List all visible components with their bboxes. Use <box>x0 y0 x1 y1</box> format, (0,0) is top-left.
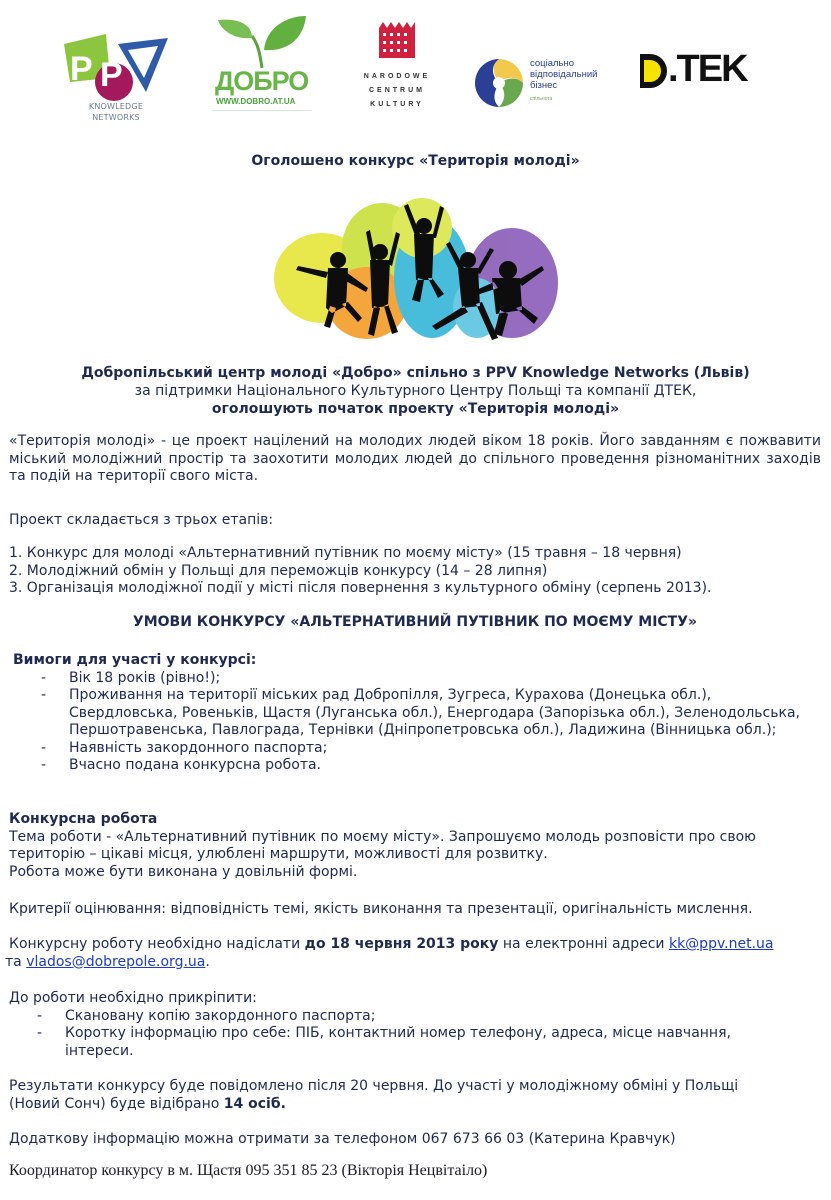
swirl-icon <box>472 56 526 110</box>
dtek-logo <box>638 48 758 94</box>
dtek-word: .TEK <box>668 48 747 90</box>
ppv-logo <box>62 30 172 120</box>
announce-line: оголошують початок проекту «Територія молоді» <box>211 401 620 417</box>
contest-work-format: Робота може бути виконана у довільній формі. <box>9 863 358 880</box>
nck-line3: KULTURY <box>370 101 424 108</box>
ppv-line2: NETWORKS <box>92 113 140 122</box>
email-link-ppv[interactable]: kk@ppv.net.ua <box>668 936 774 952</box>
attach-title: До роботи необхідно прикріпити: <box>9 990 257 1006</box>
results-count: 14 осіб. <box>223 1095 286 1112</box>
stages-intro: Проект складається з трьох етапів: <box>9 512 274 528</box>
stages-list <box>9 545 821 598</box>
coordinator-info: Координатор конкурсу в м. Щастя 095 351 85 23 (Вікторія Нецвітаіло) <box>9 1162 488 1179</box>
requirement-item: - Проживання на території міських рад Добропілля, Зугреса, Курахова (Донецька обл.), Свердловська, Ровеньків, Щастя (Луганська обл.), Енергодара (Запорізька обл.), Зеленодольська, Першотравенська, Павлограда, Тернівки (Дніпропетровська обл.), Ладижина (Вінницька обл.); <box>13 687 825 740</box>
requirement-item: - Наявність закордонного паспорта; <box>13 740 825 758</box>
intro-paragraph: «Територія молоді» - це проект націлений на молодих людей віком 18 років. Його завданням є пожвавити міський молодіжний простір та заохотити молодих людей до спільного проведення різноманітних заходів та подій на території свого міста. <box>9 433 821 484</box>
requirements-list <box>13 670 825 775</box>
requirement-item: - Вік 18 років (рівно!); <box>13 670 825 688</box>
submit-text: та <box>5 953 27 970</box>
nck-line2: CENTRUM <box>369 87 425 94</box>
svg-text:P: P <box>100 56 123 94</box>
dobro-logo <box>212 14 312 114</box>
contest-work-title: Конкурсна робота <box>9 811 158 827</box>
requirements-section <box>13 652 825 775</box>
dobro-word: ДОБРО <box>215 66 309 96</box>
requirements-title: Вимоги для участі у конкурсі: <box>13 652 257 668</box>
sponsor-logos <box>0 0 831 130</box>
attach-item: - Скановану копію закордонного паспорта; <box>9 1008 821 1026</box>
nck-line1: NARODOWE <box>363 73 431 80</box>
contact-info: Додаткову інформацію можна отримати за телефоном 067 673 66 03 (Катерина Кравчук) <box>9 1131 676 1147</box>
social-business-logo <box>472 56 632 112</box>
svb-sub: спільнота <box>530 96 553 102</box>
leaf-icon <box>212 14 312 70</box>
organizers-block <box>0 364 831 418</box>
stage-item: 2. Молодіжний обмін у Польщі для переможців конкурсу (14 – 28 липня) <box>9 562 548 579</box>
submit-paragraph <box>5 936 821 971</box>
requirement-item: - Вчасно подана конкурсна робота. <box>13 757 825 775</box>
criteria-text: Критерії оцінювання: відповідність темі, якість виконання та презентації, оригінальність мислення. <box>9 901 753 917</box>
svb-line1: соціально <box>530 58 574 69</box>
jumping-youth-illustration <box>272 188 558 344</box>
stage-item: 3. Організація молодіжної події у місті після повернення з культурного обміну (серпень 2013). <box>9 580 712 596</box>
support-line: за підтримки Національного Культурного Центру Польщі та компанії ДТЕК, <box>134 383 697 399</box>
conditions-title: УМОВИ КОНКУРСУ «АЛЬТЕРНАТИВНИЙ ПУТІВНИК ПО МОЄМУ МІСТУ» <box>132 614 698 630</box>
results-paragraph <box>9 1078 821 1113</box>
page-title: Оголошено конкурс «Територія молоді» <box>251 153 580 169</box>
dobro-underline <box>212 110 312 111</box>
contest-work-topic: Тема роботи - «Альтернативний путівник по моєму місту». Запрошуємо молодь розповісти про свою територію – цікаві місця, улюблені маршрути, можливості для розвитку. <box>9 828 756 862</box>
deadline: до 18 червня 2013 року <box>304 936 499 952</box>
submit-text: Конкурсну роботу необхідно надіслати <box>9 936 305 952</box>
email-link-dobrepole[interactable]: vlados@dobrepole.org.ua <box>26 953 206 970</box>
attach-list <box>9 1008 821 1061</box>
submit-end: . <box>205 953 210 970</box>
ppv-logo-icon <box>62 30 172 102</box>
svb-line2: відповідальний <box>530 69 598 80</box>
svg-text:P: P <box>70 50 93 88</box>
nck-logo <box>362 20 432 112</box>
stage-item: 1. Конкурс для молоді «Альтернативний путівник по моєму місту» (15 травня – 18 червня) <box>9 545 682 561</box>
results-text: Результати конкурсу буде повідомлено після 20 червня. До участі у молодіжному обміні у Польщі (Новий Сонч) буде відібрано <box>9 1078 739 1112</box>
ppv-line1: KNOWLEDGE <box>88 102 144 111</box>
contest-work-section <box>9 811 821 881</box>
attach-item: - Коротку інформацію про себе: ПІБ, контактний номер телефону, адреса, місце навчання, інтереси. <box>9 1025 821 1060</box>
dtek-sun-icon <box>638 52 668 92</box>
organizers-line: Добропільський центр молоді «Добро» спільно з PPV Knowledge Networks (Львів) <box>81 365 750 381</box>
dobro-url: WWW.DOBRO.AT.UA <box>216 97 296 106</box>
crown-icon <box>362 20 432 64</box>
svb-line3: бізнес <box>530 80 558 91</box>
attach-section <box>9 990 821 1060</box>
submit-text: на електронні адреси <box>498 936 669 952</box>
